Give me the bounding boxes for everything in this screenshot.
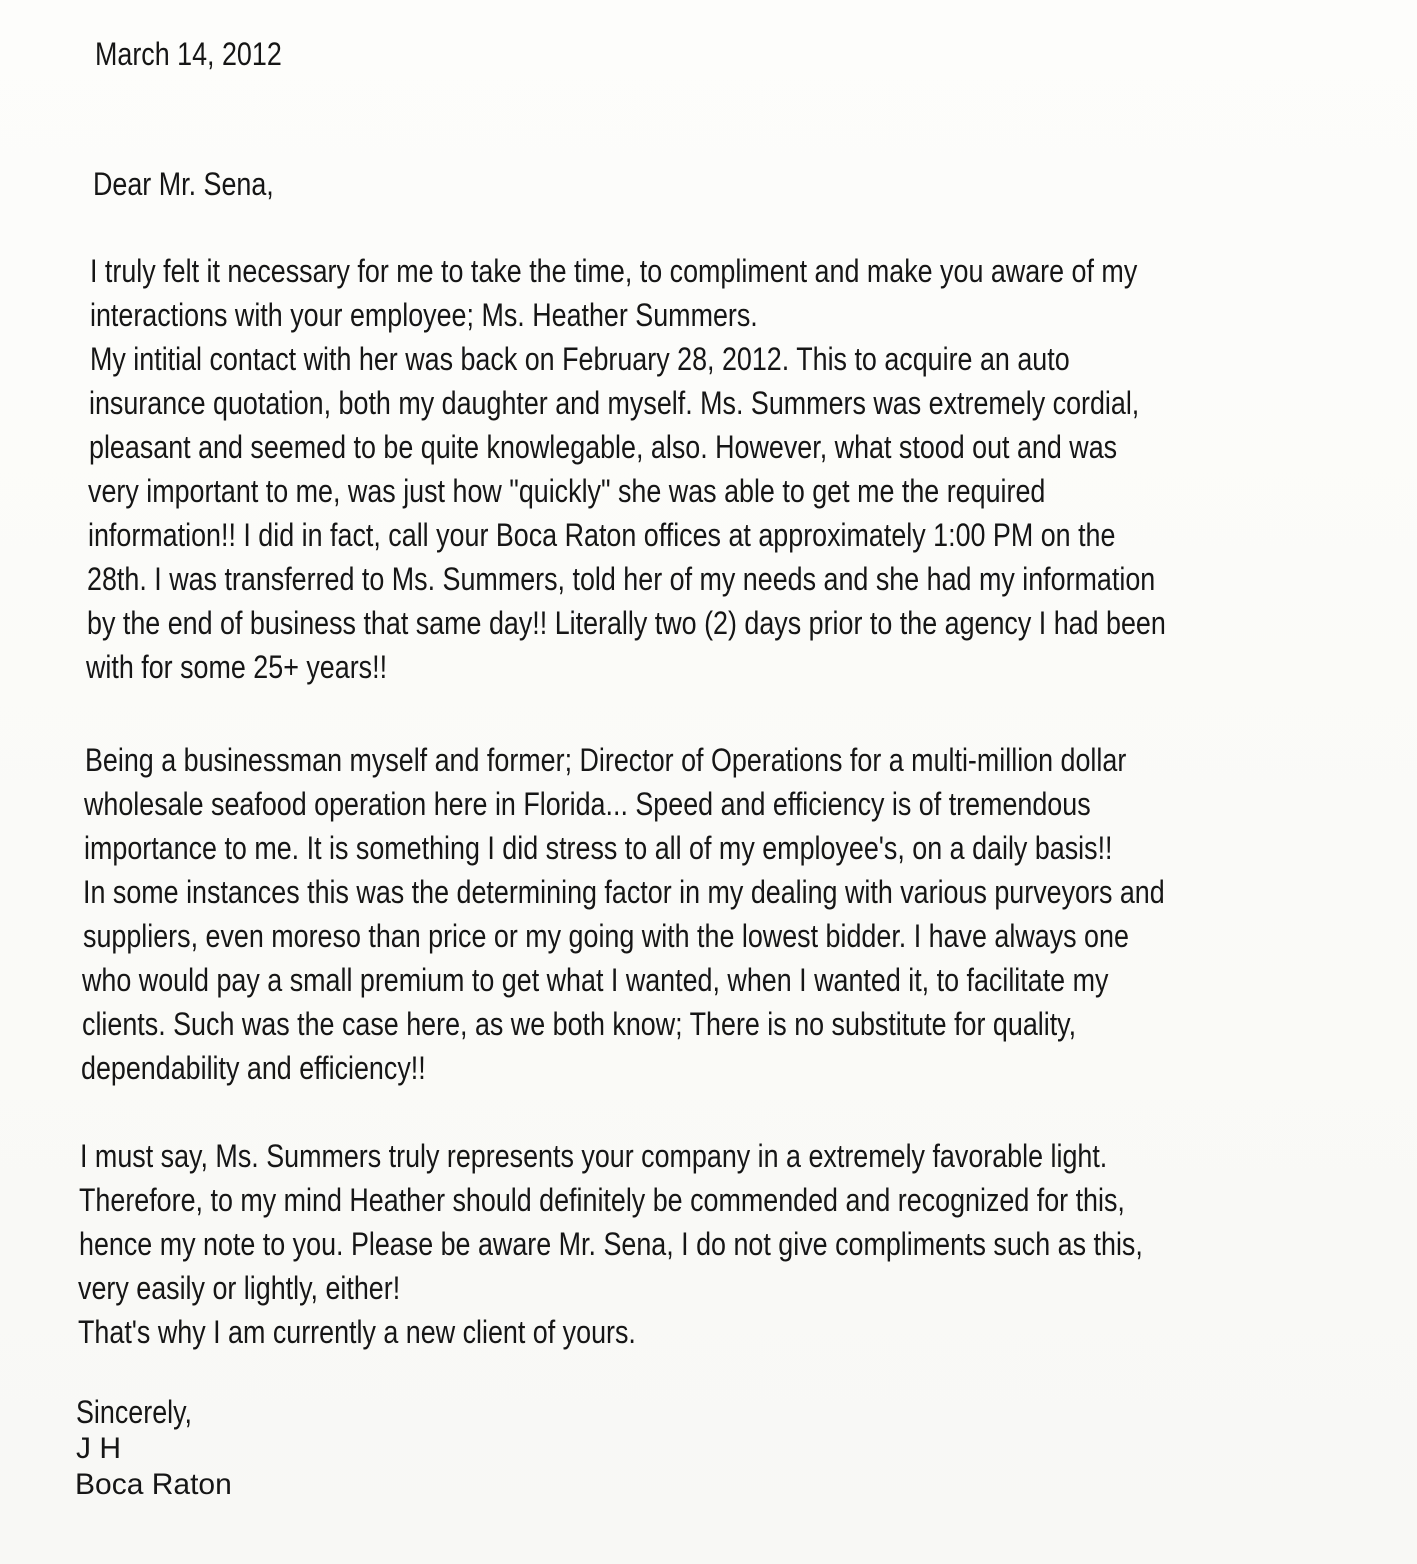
paragraph-3-line-1: I must say, Ms. Summers truly represents your company in a extremely favorable light. xyxy=(80,1138,1108,1174)
paragraph-1-line-2: interactions with your employee; Ms. Heather Summers. xyxy=(90,297,758,333)
paragraph-1-line-6: very important to me, was just how "quickly" she was able to get me the required xyxy=(88,473,1046,509)
paragraph-2-line-4: In some instances this was the determining factor in my dealing with various purveyors and xyxy=(83,874,1165,910)
paragraph-1-line-10: with for some 25+ years!! xyxy=(86,649,388,685)
paragraph-1-line-7: information!! I did in fact, call your Boca Raton offices at approximately 1:00 PM on the xyxy=(88,517,1116,553)
paragraph-1-line-1: I truly felt it necessary for me to take the time, to compliment and make you aware of my xyxy=(90,253,1138,289)
paragraph-3-line-2: Therefore, to my mind Heather should definitely be commended and recognized for this, xyxy=(79,1182,1125,1218)
paragraph-3-line-3: hence my note to you. Please be aware Mr. Sena, I do not give compliments such as this, xyxy=(79,1226,1143,1262)
paragraph-2-line-7: clients. Such was the case here, as we both know; There is no substitute for quality, xyxy=(82,1006,1077,1042)
paragraph-2-line-1: Being a businessman myself and former; Director of Operations for a multi-million dollar xyxy=(85,742,1127,778)
paragraph-1-line-8: 28th. I was transferred to Ms. Summers, told her of my needs and she had my information xyxy=(87,561,1156,597)
closing: Sincerely, xyxy=(76,1394,193,1430)
paragraph-3-line-5: That's why I am currently a new client of yours. xyxy=(78,1314,636,1350)
paragraph-2-line-5: suppliers, even moreso than price or my going with the lowest bidder. I have always one xyxy=(83,918,1129,954)
paragraph-2-line-2: wholesale seafood operation here in Florida... Speed and efficiency is of tremendous xyxy=(84,786,1091,822)
paragraph-2-line-8: dependability and efficiency!! xyxy=(81,1050,426,1086)
signature-initials: J H xyxy=(76,1432,121,1465)
paragraph-1-line-4: insurance quotation, both my daughter and myself. Ms. Summers was extremely cordial, xyxy=(89,385,1140,421)
salutation: Dear Mr. Sena, xyxy=(93,166,274,202)
paragraph-2-line-3: importance to me. It is something I did stress to all of my employee's, on a daily basis!! xyxy=(84,830,1113,866)
paragraph-2-line-6: who would pay a small premium to get what I wanted, when I wanted it, to facilitate my xyxy=(82,962,1109,998)
letter-date: March 14, 2012 xyxy=(95,36,282,72)
paragraph-1-line-5: pleasant and seemed to be quite knowlegable, also. However, what stood out and was xyxy=(89,429,1118,465)
paragraph-1-line-9: by the end of business that same day!! Literally two (2) days prior to the agency I had been xyxy=(87,605,1166,641)
paragraph-3-line-4: very easily or lightly, either! xyxy=(78,1270,401,1306)
signature-location: Boca Raton xyxy=(75,1468,232,1501)
paragraph-1-line-3: My intitial contact with her was back on February 28, 2012. This to acquire an auto xyxy=(90,341,1070,377)
